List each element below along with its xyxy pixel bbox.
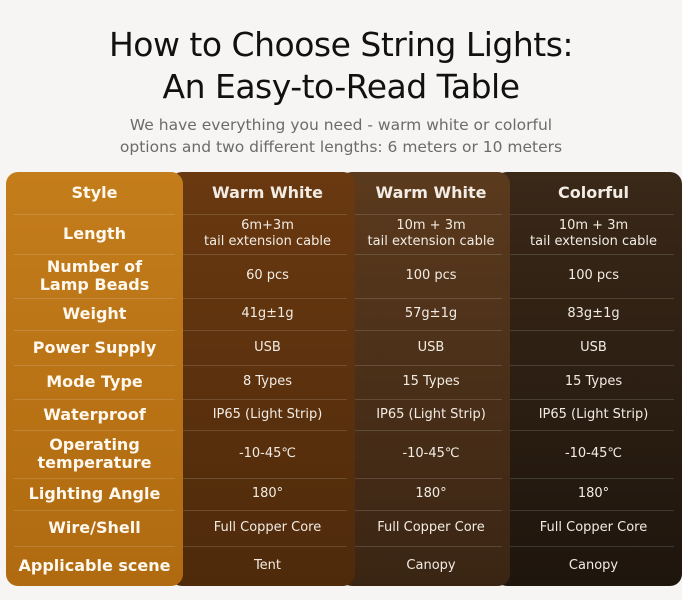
row-label-lighting-angle: Lighting Angle [28,484,161,503]
cell-lamp-beads: 100 pcs [405,268,457,283]
row-divider [348,546,502,547]
row-divider [503,510,674,511]
row-divider [348,214,502,215]
row-divider [503,365,674,366]
cell-lamp-beads: 100 pcs [567,268,620,283]
row-label-mode-type: Mode Type [46,372,143,391]
cell-power-supply: USB [580,339,607,355]
row-divider [14,478,175,479]
row-divider [178,478,347,479]
row-divider [14,399,175,400]
row-divider [348,254,502,255]
row-divider [178,546,347,547]
row-divider [14,298,175,299]
row-label-weight: Weight [62,304,127,323]
row-divider [503,399,674,400]
row-label-waterproof: Waterproof [43,404,146,424]
row-divider [178,214,347,215]
cell-lighting-angle: 180° [577,486,610,501]
row-label-style: Style [71,183,118,202]
row-divider [348,478,502,479]
row-divider [178,254,347,255]
row-divider [348,430,502,431]
row-divider [14,254,175,255]
row-divider [348,298,502,299]
cell-wire-shell: Full Copper Core [213,520,322,535]
cell-mode-type: 15 Types [564,374,623,389]
page-title-line-1: How to Choose String Lights: [108,25,574,64]
cell-length: 10m + 3m tail extension cable [530,218,657,249]
row-label-column [6,172,183,586]
row-divider [14,430,175,431]
cell-applicable-scene: Tent [253,558,282,573]
row-divider [348,330,502,331]
row-divider [178,399,347,400]
row-label-length: Length [63,224,126,243]
cell-lighting-angle: 180° [415,486,447,501]
cell-length: 6m+3m tail extension cable [204,218,331,249]
cell-applicable-scene: Canopy [568,558,619,573]
row-divider [178,365,347,366]
row-divider [14,365,175,366]
cell-mode-type: 15 Types [402,374,460,389]
row-label-applicable-scene: Applicable scene [18,556,171,575]
cell-mode-type: 8 Types [242,374,293,389]
subtitle-line-2: options and two different lengths: 6 meters or 10 meters [119,138,563,156]
row-divider [178,430,347,431]
cell-operating-temperature: -10-45℃ [564,446,623,461]
row-label-power-supply: Power Supply [32,337,157,357]
row-divider [348,399,502,400]
cell-style: Colorful [558,183,629,202]
cell-applicable-scene: Canopy [406,558,456,573]
page-title-line-2: An Easy-to-Read Table [162,67,520,106]
cell-style: Warm White [211,183,324,202]
warm-white-6m-column [170,172,355,586]
cell-power-supply: USB [254,339,281,355]
subtitle-line-1: We have everything you need - warm white or colorful [129,116,553,134]
row-label-operating-temperature: Operating temperature [37,435,152,472]
row-divider [178,298,347,299]
cell-waterproof: IP65 (Light Strip) [376,406,486,422]
row-divider [503,214,674,215]
row-divider [14,330,175,331]
cell-waterproof: IP65 (Light Strip) [212,406,323,422]
row-divider [503,330,674,331]
row-divider [348,365,502,366]
row-divider [503,478,674,479]
cell-weight: 83g±1g [567,306,620,321]
cell-lamp-beads: 60 pcs [246,268,289,283]
row-divider [14,546,175,547]
cell-waterproof: IP65 (Light Strip) [538,406,649,422]
cell-wire-shell: Full Copper Core [377,520,485,535]
cell-wire-shell: Full Copper Core [539,520,648,535]
cell-weight: 57g±1g [404,306,458,321]
row-divider [503,430,674,431]
row-label-lamp-beads: Number of Lamp Beads [39,257,150,294]
row-divider [503,298,674,299]
row-divider [348,510,502,511]
row-divider [14,510,175,511]
row-divider [178,510,347,511]
row-divider [178,330,347,331]
cell-lighting-angle: 180° [251,486,284,501]
cell-length: 10m + 3m tail extension cable [367,218,495,249]
row-divider [503,546,674,547]
warm-white-10m-column [340,172,510,586]
cell-power-supply: USB [417,339,445,355]
row-label-wire-shell: Wire/Shell [48,518,141,537]
row-divider [503,254,674,255]
cell-operating-temperature: -10-45℃ [238,446,297,461]
row-divider [14,214,175,215]
cell-weight: 41g±1g [241,306,294,321]
colorful-10m-column [495,172,682,586]
cell-style: Warm White [375,183,487,202]
cell-operating-temperature: -10-45℃ [402,446,460,461]
